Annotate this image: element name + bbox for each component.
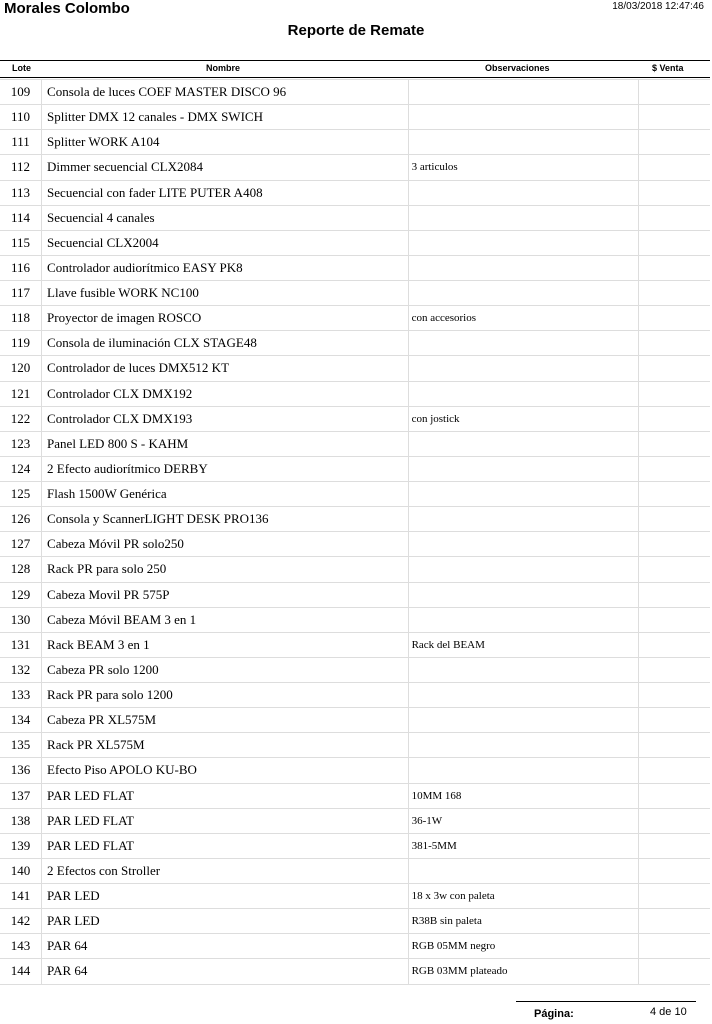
lote-cell: 141 bbox=[0, 884, 42, 909]
table-row bbox=[0, 80, 710, 105]
observaciones-cell bbox=[408, 80, 638, 105]
venta-cell bbox=[638, 783, 710, 808]
table-row bbox=[0, 708, 710, 733]
venta-cell bbox=[638, 255, 710, 280]
table-row bbox=[0, 205, 710, 230]
nombre-cell: Consola de luces COEF MASTER DISCO 96 bbox=[42, 80, 409, 105]
lote-cell: 125 bbox=[0, 482, 42, 507]
nombre-cell: 2 Efecto audiorítmico DERBY bbox=[42, 456, 409, 481]
lote-cell: 123 bbox=[0, 431, 42, 456]
venta-cell bbox=[638, 281, 710, 306]
lote-cell: 119 bbox=[0, 331, 42, 356]
observaciones-cell bbox=[408, 708, 638, 733]
nombre-cell: Controlador CLX DMX192 bbox=[42, 381, 409, 406]
lote-cell: 127 bbox=[0, 532, 42, 557]
nombre-cell: Cabeza Móvil PR solo250 bbox=[42, 532, 409, 557]
nombre-cell: Panel LED 800 S - KAHM bbox=[42, 431, 409, 456]
table-row bbox=[0, 758, 710, 783]
lote-cell: 114 bbox=[0, 205, 42, 230]
items-table-body bbox=[0, 80, 710, 985]
venta-cell bbox=[638, 431, 710, 456]
observaciones-cell bbox=[408, 281, 638, 306]
nombre-cell: Controlador de luces DMX512 KT bbox=[42, 356, 409, 381]
table-row bbox=[0, 255, 710, 280]
venta-cell bbox=[638, 80, 710, 105]
observaciones-cell bbox=[408, 130, 638, 155]
lote-cell: 142 bbox=[0, 909, 42, 934]
lote-cell: 111 bbox=[0, 130, 42, 155]
nombre-cell: PAR LED FLAT bbox=[42, 783, 409, 808]
column-header-lote: Lote bbox=[12, 63, 31, 73]
nombre-cell: Rack PR para solo 1200 bbox=[42, 683, 409, 708]
venta-cell bbox=[638, 884, 710, 909]
venta-cell bbox=[638, 230, 710, 255]
observaciones-cell: 18 x 3w con paleta bbox=[408, 884, 638, 909]
table-row bbox=[0, 456, 710, 481]
table-row bbox=[0, 632, 710, 657]
venta-cell bbox=[638, 582, 710, 607]
table-row bbox=[0, 909, 710, 934]
venta-cell bbox=[638, 155, 710, 180]
lote-cell: 117 bbox=[0, 281, 42, 306]
venta-cell bbox=[638, 683, 710, 708]
nombre-cell: Splitter DMX 12 canales - DMX SWICH bbox=[42, 105, 409, 130]
lote-cell: 112 bbox=[0, 155, 42, 180]
observaciones-cell bbox=[408, 180, 638, 205]
table-row bbox=[0, 934, 710, 959]
table-row bbox=[0, 406, 710, 431]
lote-cell: 140 bbox=[0, 858, 42, 883]
nombre-cell: Dimmer secuencial CLX2084 bbox=[42, 155, 409, 180]
venta-cell bbox=[638, 331, 710, 356]
table-row bbox=[0, 582, 710, 607]
lote-cell: 138 bbox=[0, 808, 42, 833]
observaciones-cell bbox=[408, 733, 638, 758]
nombre-cell: Rack PR XL575M bbox=[42, 733, 409, 758]
lote-cell: 132 bbox=[0, 657, 42, 682]
nombre-cell: 2 Efectos con Stroller bbox=[42, 858, 409, 883]
observaciones-cell bbox=[408, 356, 638, 381]
lote-cell: 143 bbox=[0, 934, 42, 959]
lote-cell: 144 bbox=[0, 959, 42, 984]
observaciones-cell bbox=[408, 456, 638, 481]
venta-cell bbox=[638, 708, 710, 733]
table-row bbox=[0, 431, 710, 456]
table-header bbox=[0, 60, 710, 78]
venta-cell bbox=[638, 532, 710, 557]
observaciones-cell bbox=[408, 582, 638, 607]
venta-cell bbox=[638, 205, 710, 230]
table-row bbox=[0, 607, 710, 632]
venta-cell bbox=[638, 381, 710, 406]
lote-cell: 126 bbox=[0, 507, 42, 532]
nombre-cell: PAR LED bbox=[42, 884, 409, 909]
nombre-cell: Llave fusible WORK NC100 bbox=[42, 281, 409, 306]
observaciones-cell: Rack del BEAM bbox=[408, 632, 638, 657]
venta-cell bbox=[638, 934, 710, 959]
venta-cell bbox=[638, 130, 710, 155]
lote-cell: 115 bbox=[0, 230, 42, 255]
nombre-cell: Cabeza PR solo 1200 bbox=[42, 657, 409, 682]
nombre-cell: Proyector de imagen ROSCO bbox=[42, 306, 409, 331]
venta-cell bbox=[638, 632, 710, 657]
nombre-cell: Controlador CLX DMX193 bbox=[42, 406, 409, 431]
nombre-cell: Secuencial 4 canales bbox=[42, 205, 409, 230]
nombre-cell: Rack PR para solo 250 bbox=[42, 557, 409, 582]
lote-cell: 139 bbox=[0, 833, 42, 858]
venta-cell bbox=[638, 482, 710, 507]
observaciones-cell: RGB 05MM negro bbox=[408, 934, 638, 959]
table-row bbox=[0, 356, 710, 381]
nombre-cell: Cabeza Movil PR 575P bbox=[42, 582, 409, 607]
table-row bbox=[0, 808, 710, 833]
observaciones-cell bbox=[408, 683, 638, 708]
report-datetime: 18/03/2018 12:47:46 bbox=[612, 1, 704, 12]
table-row bbox=[0, 833, 710, 858]
lote-cell: 130 bbox=[0, 607, 42, 632]
table-row bbox=[0, 482, 710, 507]
observaciones-cell: RGB 03MM plateado bbox=[408, 959, 638, 984]
observaciones-cell: con jostick bbox=[408, 406, 638, 431]
observaciones-cell bbox=[408, 105, 638, 130]
venta-cell bbox=[638, 507, 710, 532]
venta-cell bbox=[638, 557, 710, 582]
venta-cell bbox=[638, 858, 710, 883]
lote-cell: 136 bbox=[0, 758, 42, 783]
observaciones-cell bbox=[408, 381, 638, 406]
observaciones-cell bbox=[408, 431, 638, 456]
column-header-observaciones: Observaciones bbox=[485, 63, 550, 73]
observaciones-cell bbox=[408, 255, 638, 280]
lote-cell: 109 bbox=[0, 80, 42, 105]
venta-cell bbox=[638, 657, 710, 682]
column-header-venta: $ Venta bbox=[652, 63, 684, 73]
lote-cell: 116 bbox=[0, 255, 42, 280]
table-row bbox=[0, 884, 710, 909]
lote-cell: 124 bbox=[0, 456, 42, 481]
observaciones-cell: 10MM 168 bbox=[408, 783, 638, 808]
table-row bbox=[0, 331, 710, 356]
lote-cell: 135 bbox=[0, 733, 42, 758]
observaciones-cell: 3 articulos bbox=[408, 155, 638, 180]
observaciones-cell: con accesorios bbox=[408, 306, 638, 331]
table-row bbox=[0, 105, 710, 130]
table-row bbox=[0, 155, 710, 180]
lote-cell: 133 bbox=[0, 683, 42, 708]
items-table bbox=[0, 79, 710, 985]
nombre-cell: Controlador audiorítmico EASY PK8 bbox=[42, 255, 409, 280]
table-row bbox=[0, 381, 710, 406]
venta-cell bbox=[638, 733, 710, 758]
venta-cell bbox=[638, 356, 710, 381]
venta-cell bbox=[638, 833, 710, 858]
nombre-cell: Flash 1500W Genérica bbox=[42, 482, 409, 507]
venta-cell bbox=[638, 456, 710, 481]
lote-cell: 118 bbox=[0, 306, 42, 331]
lote-cell: 128 bbox=[0, 557, 42, 582]
observaciones-cell bbox=[408, 205, 638, 230]
page-number: 4 de 10 bbox=[650, 1006, 687, 1018]
table-row bbox=[0, 306, 710, 331]
nombre-cell: Cabeza PR XL575M bbox=[42, 708, 409, 733]
page-label: Página: bbox=[534, 1008, 574, 1020]
nombre-cell: PAR LED FLAT bbox=[42, 833, 409, 858]
lote-cell: 121 bbox=[0, 381, 42, 406]
venta-cell bbox=[638, 909, 710, 934]
table-row bbox=[0, 858, 710, 883]
nombre-cell: Cabeza Móvil BEAM 3 en 1 bbox=[42, 607, 409, 632]
lote-cell: 122 bbox=[0, 406, 42, 431]
lote-cell: 131 bbox=[0, 632, 42, 657]
lote-cell: 110 bbox=[0, 105, 42, 130]
venta-cell bbox=[638, 808, 710, 833]
table-row bbox=[0, 959, 710, 984]
lote-cell: 113 bbox=[0, 180, 42, 205]
table-row bbox=[0, 230, 710, 255]
nombre-cell: Secuencial CLX2004 bbox=[42, 230, 409, 255]
observaciones-cell: R38B sin paleta bbox=[408, 909, 638, 934]
nombre-cell: Rack BEAM 3 en 1 bbox=[42, 632, 409, 657]
observaciones-cell bbox=[408, 331, 638, 356]
table-row bbox=[0, 130, 710, 155]
table-row bbox=[0, 532, 710, 557]
lote-cell: 129 bbox=[0, 582, 42, 607]
nombre-cell: PAR LED bbox=[42, 909, 409, 934]
nombre-cell: PAR 64 bbox=[42, 934, 409, 959]
observaciones-cell bbox=[408, 758, 638, 783]
observaciones-cell bbox=[408, 657, 638, 682]
venta-cell bbox=[638, 406, 710, 431]
table-row bbox=[0, 557, 710, 582]
table-row bbox=[0, 281, 710, 306]
observaciones-cell: 381-5MM bbox=[408, 833, 638, 858]
table-row bbox=[0, 683, 710, 708]
table-row bbox=[0, 733, 710, 758]
table-row bbox=[0, 507, 710, 532]
venta-cell bbox=[638, 306, 710, 331]
observaciones-cell bbox=[408, 230, 638, 255]
lote-cell: 120 bbox=[0, 356, 42, 381]
lote-cell: 134 bbox=[0, 708, 42, 733]
observaciones-cell bbox=[408, 507, 638, 532]
nombre-cell: Consola y ScannerLIGHT DESK PRO136 bbox=[42, 507, 409, 532]
nombre-cell: PAR 64 bbox=[42, 959, 409, 984]
venta-cell bbox=[638, 607, 710, 632]
footer-divider bbox=[516, 1001, 696, 1002]
observaciones-cell bbox=[408, 858, 638, 883]
observaciones-cell bbox=[408, 532, 638, 557]
lote-cell: 137 bbox=[0, 783, 42, 808]
table-row bbox=[0, 657, 710, 682]
company-name: Morales Colombo bbox=[4, 0, 130, 17]
observaciones-cell bbox=[408, 482, 638, 507]
nombre-cell: Consola de iluminación CLX STAGE48 bbox=[42, 331, 409, 356]
table-row bbox=[0, 180, 710, 205]
venta-cell bbox=[638, 105, 710, 130]
nombre-cell: Splitter WORK A104 bbox=[42, 130, 409, 155]
observaciones-cell bbox=[408, 607, 638, 632]
nombre-cell: Efecto Piso APOLO KU-BO bbox=[42, 758, 409, 783]
venta-cell bbox=[638, 758, 710, 783]
column-header-nombre: Nombre bbox=[206, 63, 241, 73]
nombre-cell: Secuencial con fader LITE PUTER A408 bbox=[42, 180, 409, 205]
table-row bbox=[0, 783, 710, 808]
venta-cell bbox=[638, 180, 710, 205]
observaciones-cell: 36-1W bbox=[408, 808, 638, 833]
nombre-cell: PAR LED FLAT bbox=[42, 808, 409, 833]
observaciones-cell bbox=[408, 557, 638, 582]
report-title: Reporte de Remate bbox=[287, 22, 425, 39]
venta-cell bbox=[638, 959, 710, 984]
